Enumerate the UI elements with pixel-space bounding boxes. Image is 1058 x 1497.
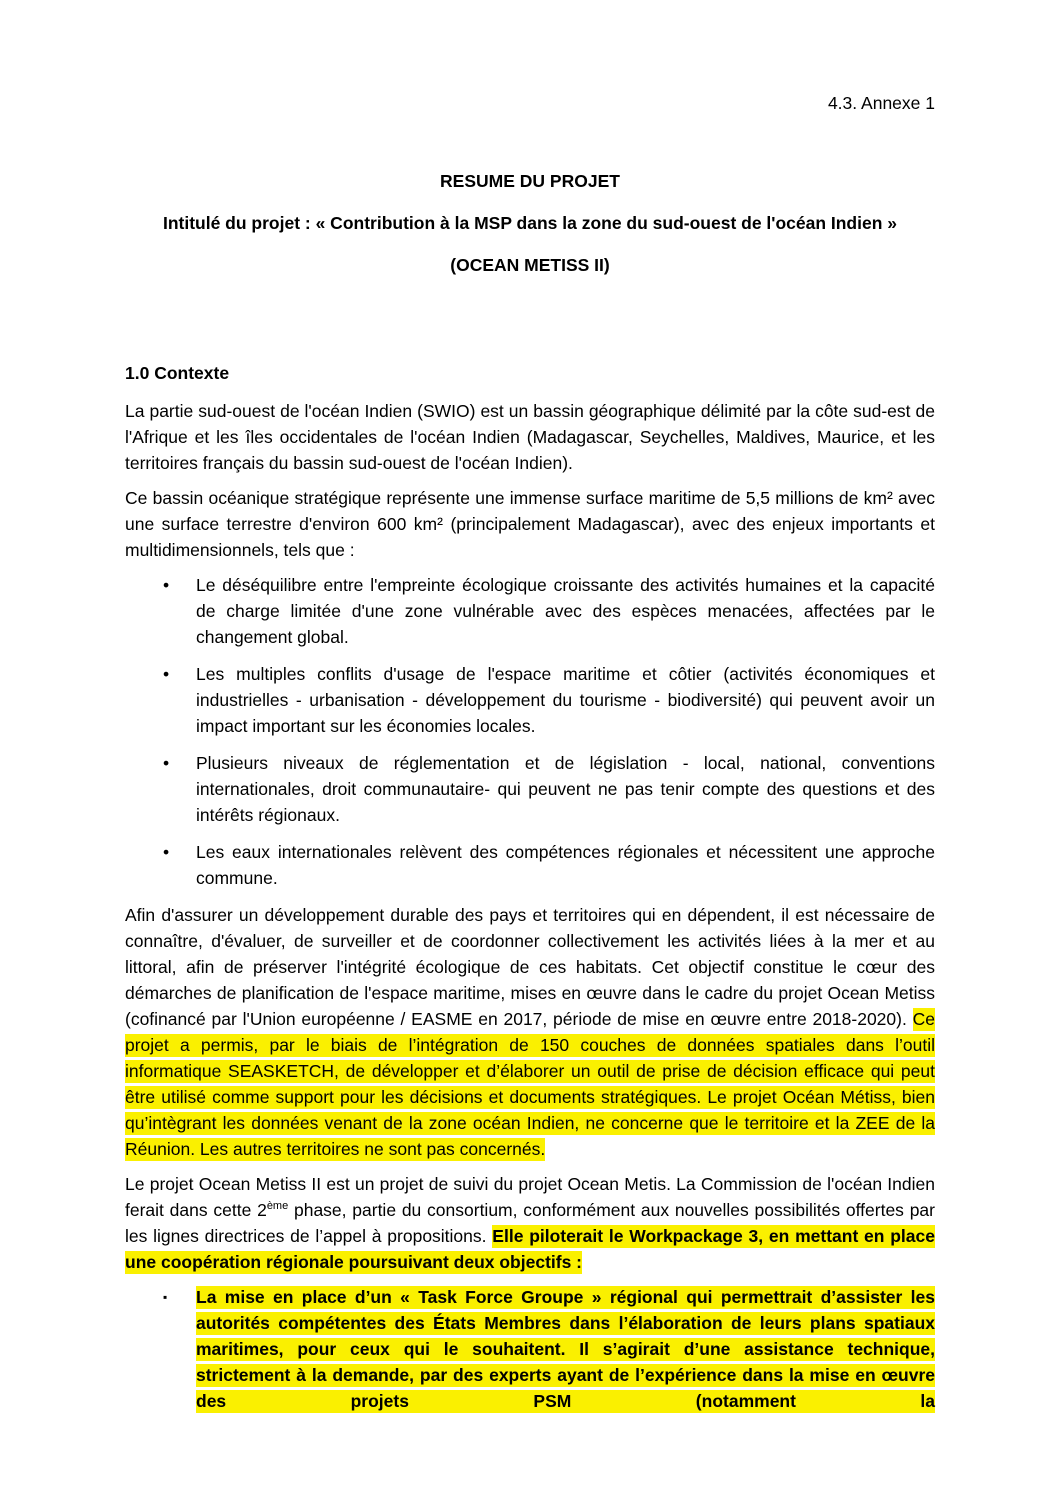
bullet-icon: • [163, 664, 170, 684]
title-block [125, 168, 935, 278]
document-title: RESUME DU PROJET [440, 171, 620, 191]
issues-list [125, 572, 935, 891]
bullet-icon: • [163, 575, 170, 595]
context-paragraph-4 [125, 1171, 935, 1275]
highlighted-text: Ce projet a permis, par le biais de l’intégration de 150 couches de données spatiales dans l’outil informatique SEASKETCH, de développer et d’élaborer un outil de prise de décision efficace qui peut être utilisé comme support pour les décisions et documents stratégiques. Le projet Océan Métiss, bien qu’intègrant les données venant de la zone océan Indien, ne concerne que le territoire et la ZEE de la Réunion. Les autres territoires ne sont pas concernés. [125, 1009, 935, 1159]
paragraph-text: phase, partie du consortium, conformément aux nouvelles possibilités offertes par les lignes directrices de l’appel à propositions. [125, 1200, 935, 1246]
highlighted-text-bold: Elle piloterait le Workpackage 3, en mettant en place une coopération régionale poursuivant deux objectifs : [125, 1226, 935, 1272]
list-item [125, 839, 935, 891]
project-acronym: (OCEAN METISS II) [450, 255, 610, 275]
context-paragraph-2: Ce bassin océanique stratégique représente une immense surface maritime de 5,5 millions de km² avec une surface terrestre d'environ 600 km² (principalement Madagascar), avec des enjeux importants et multidimensionnels, tels que : [125, 488, 935, 560]
project-subtitle: Intitulé du projet : « Contribution à la MSP dans la zone du sud-ouest de l'océan Indien » [162, 213, 898, 233]
list-item [125, 1284, 935, 1414]
context-paragraph-1: La partie sud-ouest de l'océan Indien (SWIO) est un bassin géographique délimité par la côte sud-est de l'Afrique et les îles occidentales de l'océan Indien (Madagascar, Seychelles, Maldives, Maurice, et les territoires français du bassin sud-ouest de l'océan Indien). [125, 401, 935, 473]
square-bullet-icon: ▪ [163, 1290, 168, 1304]
paragraph-text: Le projet Ocean Metiss II est un projet de suivi du projet Ocean Metis. La Commission de l'océan Indien ferait dans cette 2 [125, 1174, 935, 1220]
highlighted-objective-text: La mise en place d’un « Task Force Groupe » régional qui permettrait d’assister les autorités compétentes des États Membres dans l’élaboration de leurs plans spatiaux maritimes, pour ceux qui le souhaitent. Il s’agirait d’une assistance technique, strictement à la demande, par des experts ayant de l’expérience dans la mise en œuvre des projets PSM (notamment la [196, 1287, 935, 1411]
list-item [125, 572, 935, 650]
list-item [125, 750, 935, 828]
list-item [125, 661, 935, 739]
list-item-text: Plusieurs niveaux de réglementation et de législation - local, national, conventions internationales, droit communautaire- qui peuvent ne pas tenir compte des questions et des intérêts régionaux. [196, 753, 935, 825]
bullet-icon: • [163, 842, 170, 862]
list-item-text: Les eaux internationales relèvent des compétences régionales et nécessitent une approche commune. [196, 842, 935, 888]
list-item-text [196, 1286, 935, 1413]
ordinal-superscript: ème [266, 1200, 289, 1213]
section-heading: 1.0 Contexte [125, 363, 230, 383]
context-paragraph-3 [125, 902, 935, 1162]
objectives-list [125, 1284, 935, 1414]
paragraph-text: Afin d'assurer un développement durable des pays et territoires qui en dépendent, il est nécessaire de connaître, d'évaluer, de surveiller et de coordonner collectivement les activités liées à la mer et au littoral, afin de préserver l'intégrité écologique de ces habitats. Cet objectif constitue le cœur des démarches de planification de l'espace maritime, mises en œuvre dans le cadre du projet Ocean Metiss (cofinancé par l'Union européenne / EASME en 2017, période de mise en œuvre entre 2018-2020). [125, 905, 935, 1029]
annex-label: 4.3. Annexe 1 [827, 93, 935, 113]
bullet-icon: • [163, 753, 170, 773]
list-item-text: Le déséquilibre entre l'empreinte écologique croissante des activités humaines et la capacité de charge limitée d'une zone vulnérable avec des espèces menacées, affectées par le changement global. [196, 575, 935, 647]
list-item-text: Les multiples conflits d'usage de l'espace maritime et côtier (activités économiques et industrielles - urbanisation - développement du tourisme - biodiversité) qui peuvent avoir un impact important sur les économies locales. [196, 664, 935, 736]
